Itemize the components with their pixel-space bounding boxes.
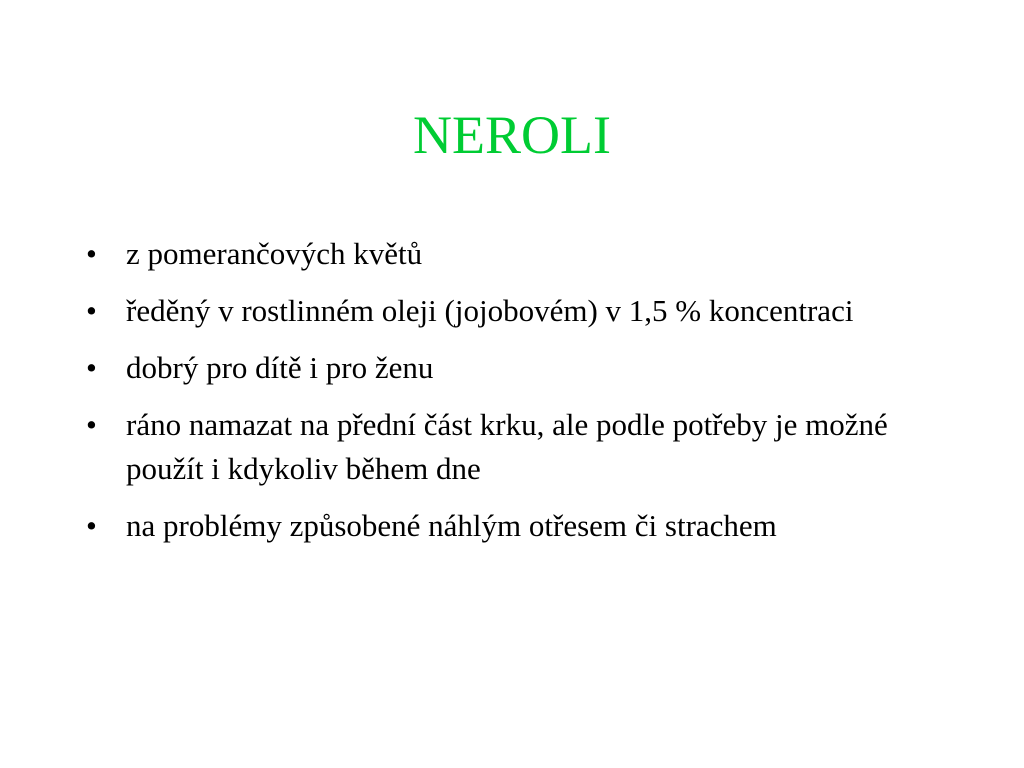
- list-item: [86, 289, 906, 333]
- list-item: [86, 403, 906, 491]
- bullet-icon: •: [86, 236, 97, 271]
- bullet-text: ráno namazat na přední část krku, ale podle potřeby je možné použít i kdykoliv během dne: [126, 407, 888, 486]
- list-item: [86, 232, 906, 276]
- bullet-text: na problémy způsobené náhlým otřesem či strachem: [126, 508, 777, 543]
- bullet-text: z pomerančových květů: [126, 236, 423, 271]
- bullet-list: [86, 232, 906, 561]
- bullet-icon: •: [86, 508, 97, 543]
- list-item: [86, 504, 906, 548]
- list-item: [86, 346, 906, 390]
- bullet-icon: •: [86, 293, 97, 328]
- slide-title: NEROLI: [413, 105, 611, 165]
- bullet-icon: •: [86, 407, 97, 442]
- bullet-icon: •: [86, 350, 97, 385]
- bullet-text: ředěný v rostlinném oleji (jojobovém) v 1,5 % koncentraci: [126, 293, 854, 328]
- bullet-text: dobrý pro dítě i pro ženu: [126, 350, 434, 385]
